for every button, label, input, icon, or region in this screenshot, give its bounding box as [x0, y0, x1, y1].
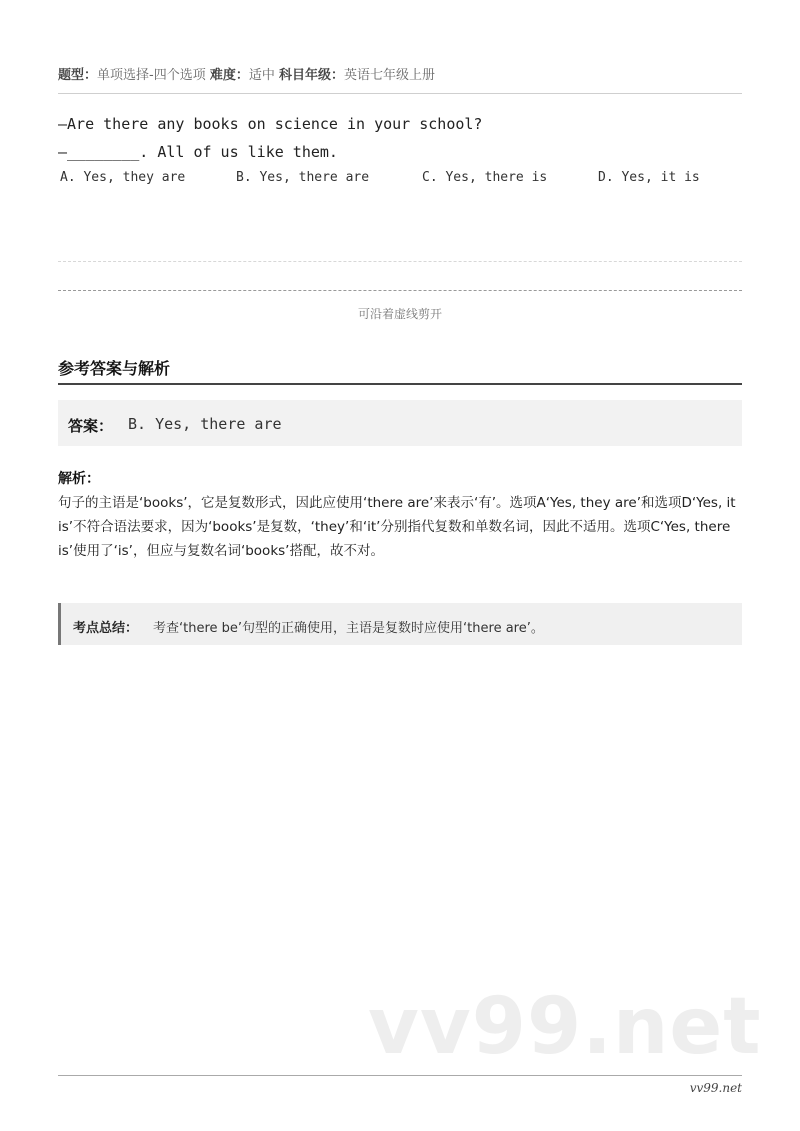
subject-label: 科目年级： [279, 68, 345, 83]
option-b: B. Yes, there are [236, 170, 370, 185]
summary-text: 考查‘there be’句型的正确使用，主语是复数时应使用‘there are’。 [153, 621, 544, 636]
option-d: D. Yes, it is [598, 170, 700, 185]
difficulty-label: 难度： [209, 68, 249, 83]
option-a: A. Yes, they are [60, 170, 186, 185]
answer-label: 答案： [68, 417, 114, 435]
footer-divider [58, 1075, 742, 1076]
cut-hint: 可沿着虚线剪开 [357, 307, 442, 321]
summary-box [58, 603, 742, 645]
type-label: 题型： [58, 68, 98, 83]
question-line-2: —________. All of us like them. [58, 143, 338, 161]
difficulty-value: 适中 [248, 68, 275, 83]
watermark: vv99.net [368, 982, 762, 1072]
type-value: 单项选择-四个选项 [97, 68, 206, 83]
answer-space-line [58, 261, 742, 262]
summary-label: 考点总结： [73, 621, 139, 636]
answer-section-divider [58, 383, 742, 385]
meta-divider [58, 93, 742, 94]
answer-section-title: 参考答案与解析 [58, 359, 171, 378]
option-c: C. Yes, there is [422, 170, 548, 185]
subject-value: 英语七年级上册 [344, 68, 436, 83]
cut-line [58, 290, 742, 291]
explanation-text: 句子的主语是‘books’，它是复数形式，因此应使用‘there are’来表示‘有’。选项A‘Yes, they are’和选项D‘Yes, it is’不符合语法要求，因为‘books’是复数，‘they’和‘it’分别指代复数和单数名词，因此不适用。选项C‘Yes, there is’使用了‘is’，但应与复数名词‘books’搭配，故不对。 [58, 495, 736, 559]
answer-text: B. Yes, there are [128, 415, 282, 433]
explanation-label: 解析： [58, 471, 100, 487]
question-meta [58, 64, 435, 83]
footer-site: vv99.net [689, 1081, 742, 1095]
question-line-1: —Are there any books on science in your school? [58, 115, 483, 133]
answer-box [58, 400, 742, 446]
